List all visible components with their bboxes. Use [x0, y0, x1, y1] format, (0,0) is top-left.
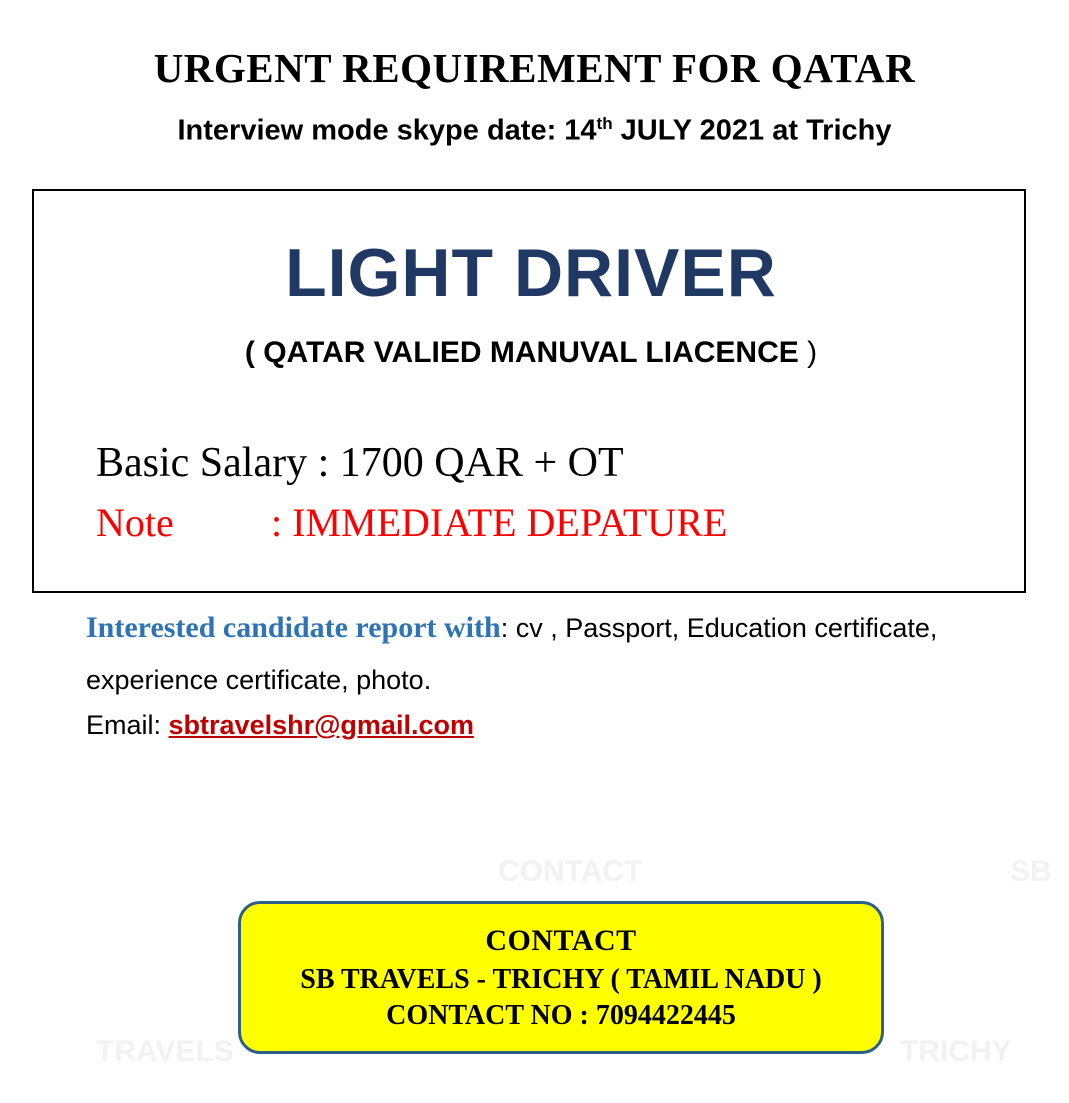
contact-heading: CONTACT [485, 924, 637, 957]
watermark-travels: TRAVELS [96, 1035, 234, 1068]
licence-text: ( QATAR VALIED MANUVAL LIACENCE [244, 336, 799, 369]
licence-close-paren: ) [807, 336, 818, 369]
interview-details [0, 114, 1069, 148]
instructions-rest: : cv , Passport, Education certificate, experience certificate, photo. [86, 613, 938, 695]
job-note [96, 499, 727, 546]
job-details-box [32, 189, 1026, 593]
email-link[interactable]: sbtravelshr@gmail.com [168, 710, 474, 740]
job-note-label: Note [96, 500, 174, 545]
watermark-contact: CONTACT [498, 855, 643, 888]
job-salary: Basic Salary : 1700 QAR + OT [96, 440, 624, 486]
interview-suffix: JULY 2021 at Trichy [612, 114, 892, 147]
contact-phone-number: CONTACT NO : 7094422445 [386, 1000, 736, 1031]
page-title: URGENT REQUIREMENT FOR QATAR [153, 45, 916, 91]
interview-prefix: Interview mode skype date: 14 [177, 114, 597, 147]
email-label: Email: [86, 710, 162, 740]
instructions-lead: Interested candidate report with [86, 611, 501, 644]
contact-box [238, 901, 884, 1054]
job-licence-requirement [34, 336, 1028, 370]
contact-company: SB TRAVELS - TRICHY ( TAMIL NADU ) [300, 964, 822, 995]
watermark-sb: SB [1010, 855, 1052, 888]
email-row [86, 710, 474, 741]
candidate-instructions [86, 602, 1046, 706]
interview-date-suffix: th [596, 114, 613, 133]
job-note-value: : IMMEDIATE DEPATURE [271, 500, 728, 545]
job-position-title: LIGHT DRIVER [285, 235, 777, 311]
watermark-trichy: TRICHY [900, 1035, 1012, 1068]
